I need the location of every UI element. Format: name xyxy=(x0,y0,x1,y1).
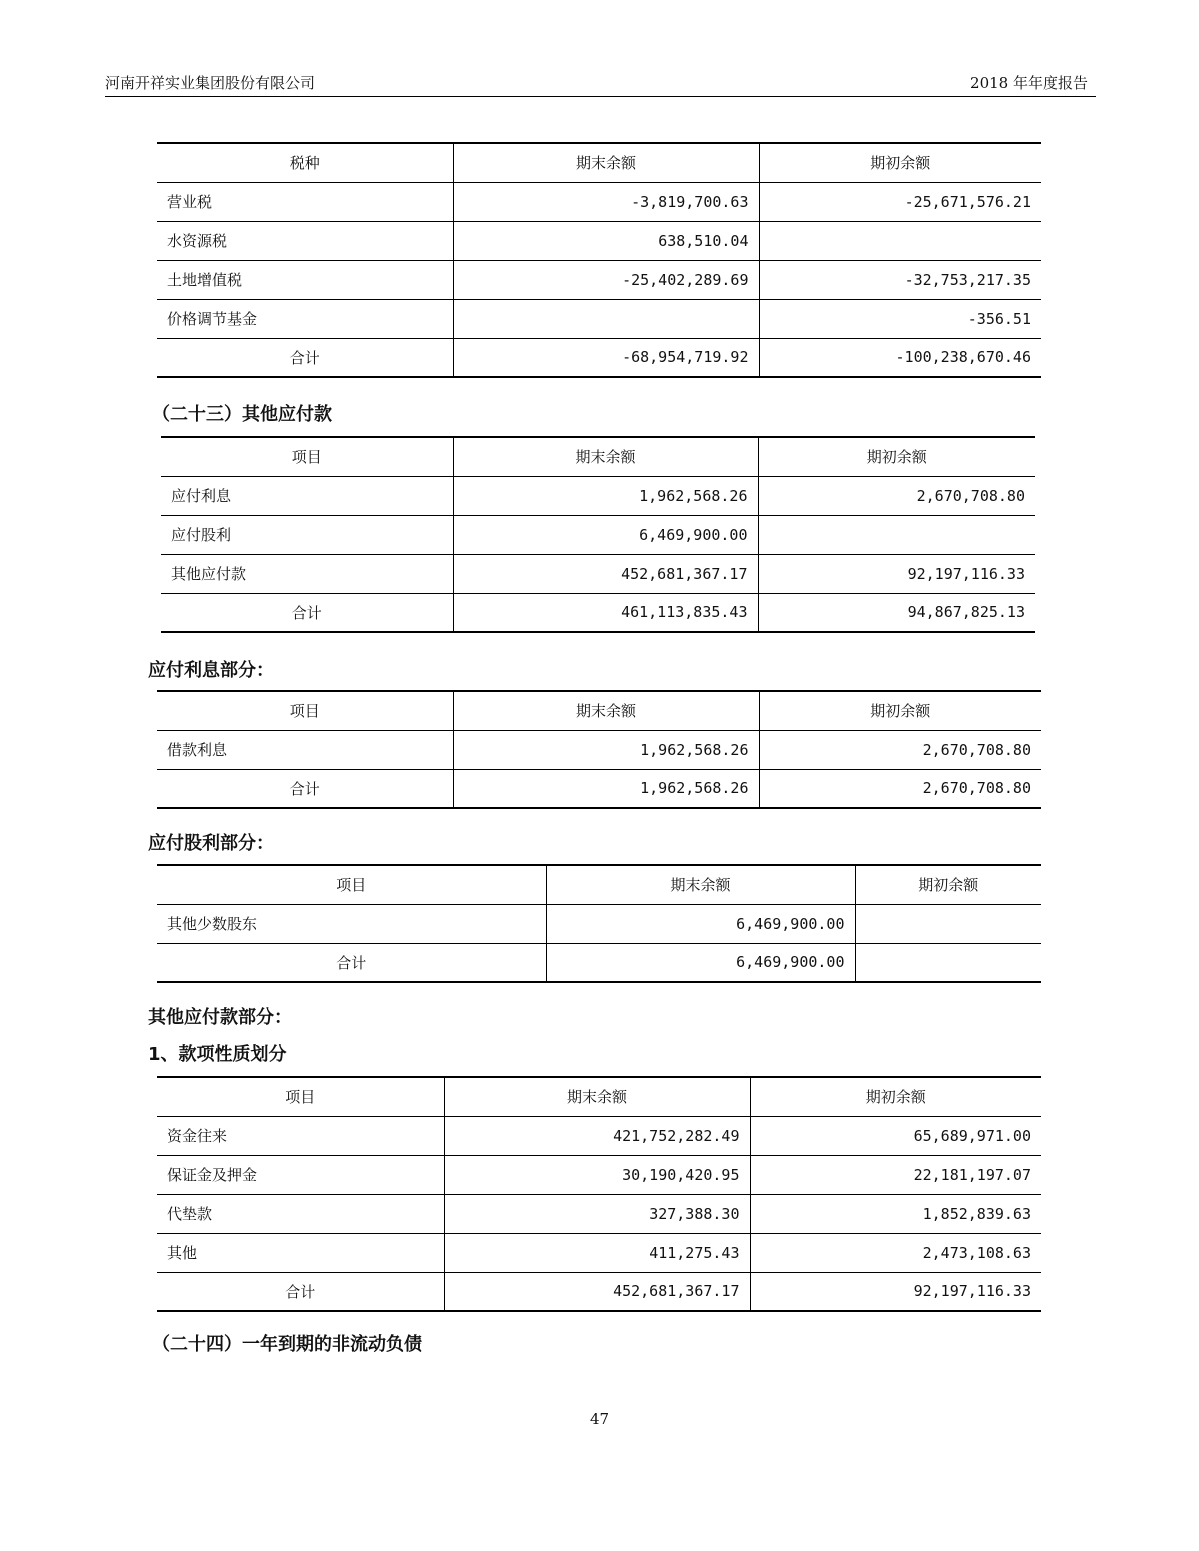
row-label: 其他少数股东 xyxy=(157,904,546,943)
row-label: 土地增值税 xyxy=(157,260,453,299)
table-header-row xyxy=(157,691,1041,730)
total-value: 452,681,367.17 xyxy=(444,1272,750,1311)
total-value xyxy=(855,943,1041,982)
cell-value: 65,689,971.00 xyxy=(750,1116,1041,1155)
table-row xyxy=(157,221,1041,260)
column-header: 期末余额 xyxy=(546,865,855,904)
report-title: 2018 年年度报告 xyxy=(970,74,1088,92)
row-label: 借款利息 xyxy=(157,730,453,769)
row-label: 水资源税 xyxy=(157,221,453,260)
table-row xyxy=(157,1194,1041,1233)
total-value: 92,197,116.33 xyxy=(750,1272,1041,1311)
table-row xyxy=(157,299,1041,338)
cell-value xyxy=(453,299,759,338)
total-value: 6,469,900.00 xyxy=(546,943,855,982)
cell-value: 6,469,900.00 xyxy=(453,515,758,554)
total-label: 合计 xyxy=(157,943,546,982)
column-header: 期末余额 xyxy=(444,1077,750,1116)
dividend-table xyxy=(157,864,1041,983)
row-label: 保证金及押金 xyxy=(157,1155,444,1194)
page-header xyxy=(105,70,1096,97)
table-total-row xyxy=(157,943,1041,982)
total-value: 2,670,708.80 xyxy=(759,769,1041,808)
cell-value: 22,181,197.07 xyxy=(750,1155,1041,1194)
table-row xyxy=(157,1233,1041,1272)
total-value: -100,238,670.46 xyxy=(759,338,1041,377)
other-payables-table xyxy=(161,436,1035,633)
column-header: 期初余额 xyxy=(855,865,1041,904)
total-value: 94,867,825.13 xyxy=(758,593,1035,632)
column-header: 期初余额 xyxy=(758,437,1035,476)
column-header: 期初余额 xyxy=(759,143,1041,182)
row-label: 营业税 xyxy=(157,182,453,221)
table-row xyxy=(161,554,1035,593)
row-label: 代垫款 xyxy=(157,1194,444,1233)
table-row xyxy=(157,1116,1041,1155)
table-header-row xyxy=(157,143,1041,182)
column-header: 项目 xyxy=(285,1088,316,1107)
cell-value: 2,670,708.80 xyxy=(759,730,1041,769)
cell-value: 30,190,420.95 xyxy=(444,1155,750,1194)
cell-value: 327,388.30 xyxy=(444,1194,750,1233)
section-heading: 应付利息部分： xyxy=(148,660,274,681)
total-value: 461,113,835.43 xyxy=(453,593,758,632)
cell-value: 6,469,900.00 xyxy=(546,904,855,943)
column-header: 期初余额 xyxy=(750,1077,1041,1116)
table-total-row xyxy=(161,593,1035,632)
row-label: 其他 xyxy=(157,1233,444,1272)
total-label: 合计 xyxy=(157,1272,444,1311)
table-row xyxy=(157,260,1041,299)
section-heading: 应付股利部分： xyxy=(148,833,274,854)
total-value: -68,954,719.92 xyxy=(453,338,759,377)
row-label: 价格调节基金 xyxy=(157,299,453,338)
column-header: 税种 xyxy=(289,154,320,173)
column-header: 期末余额 xyxy=(453,691,759,730)
page-number: 47 xyxy=(589,1410,610,1428)
table-header-row xyxy=(157,1077,1041,1116)
tax-table xyxy=(157,142,1041,378)
column-header: 期初余额 xyxy=(759,691,1041,730)
cell-value: 638,510.04 xyxy=(453,221,759,260)
cell-value: 1,852,839.63 xyxy=(750,1194,1041,1233)
cell-value: 411,275.43 xyxy=(444,1233,750,1272)
table-row xyxy=(161,476,1035,515)
cell-value: 2,670,708.80 xyxy=(758,476,1035,515)
cell-value: 421,752,282.49 xyxy=(444,1116,750,1155)
company-name: 河南开祥实业集团股份有限公司 xyxy=(105,74,316,92)
cell-value: 452,681,367.17 xyxy=(453,554,758,593)
cell-value xyxy=(759,221,1041,260)
cell-value: 1,962,568.26 xyxy=(453,730,759,769)
total-value: 1,962,568.26 xyxy=(453,769,759,808)
cell-value: 2,473,108.63 xyxy=(750,1233,1041,1272)
table-total-row xyxy=(157,1272,1041,1311)
payables-nature-table xyxy=(157,1076,1041,1312)
subsection-heading: 1、款项性质划分 xyxy=(148,1044,287,1065)
interest-table xyxy=(157,690,1041,809)
row-label: 应付利息 xyxy=(161,476,453,515)
cell-value: -3,819,700.63 xyxy=(453,182,759,221)
cell-value: -25,402,289.69 xyxy=(453,260,759,299)
row-label: 其他应付款 xyxy=(161,554,453,593)
column-header: 项目 xyxy=(291,448,322,467)
section-heading: 其他应付款部分： xyxy=(148,1007,292,1028)
table-row xyxy=(157,1155,1041,1194)
total-label: 合计 xyxy=(161,593,453,632)
row-label: 资金往来 xyxy=(157,1116,444,1155)
column-header: 期末余额 xyxy=(453,143,759,182)
section-heading: （二十四）一年到期的非流动负债 xyxy=(152,1334,422,1355)
column-header: 项目 xyxy=(336,876,367,895)
table-row xyxy=(157,730,1041,769)
table-row xyxy=(161,515,1035,554)
row-label: 应付股利 xyxy=(161,515,453,554)
cell-value: -25,671,576.21 xyxy=(759,182,1041,221)
cell-value: -356.51 xyxy=(759,299,1041,338)
table-row xyxy=(157,904,1041,943)
cell-value xyxy=(855,904,1041,943)
total-label: 合计 xyxy=(157,769,453,808)
total-label: 合计 xyxy=(157,338,453,377)
table-header-row xyxy=(157,865,1041,904)
column-header: 期末余额 xyxy=(453,437,758,476)
table-total-row xyxy=(157,338,1041,377)
table-row xyxy=(157,182,1041,221)
column-header: 项目 xyxy=(289,702,320,721)
table-total-row xyxy=(157,769,1041,808)
cell-value: -32,753,217.35 xyxy=(759,260,1041,299)
cell-value: 1,962,568.26 xyxy=(453,476,758,515)
section-heading: （二十三）其他应付款 xyxy=(152,404,332,425)
cell-value: 92,197,116.33 xyxy=(758,554,1035,593)
table-header-row xyxy=(161,437,1035,476)
cell-value xyxy=(758,515,1035,554)
